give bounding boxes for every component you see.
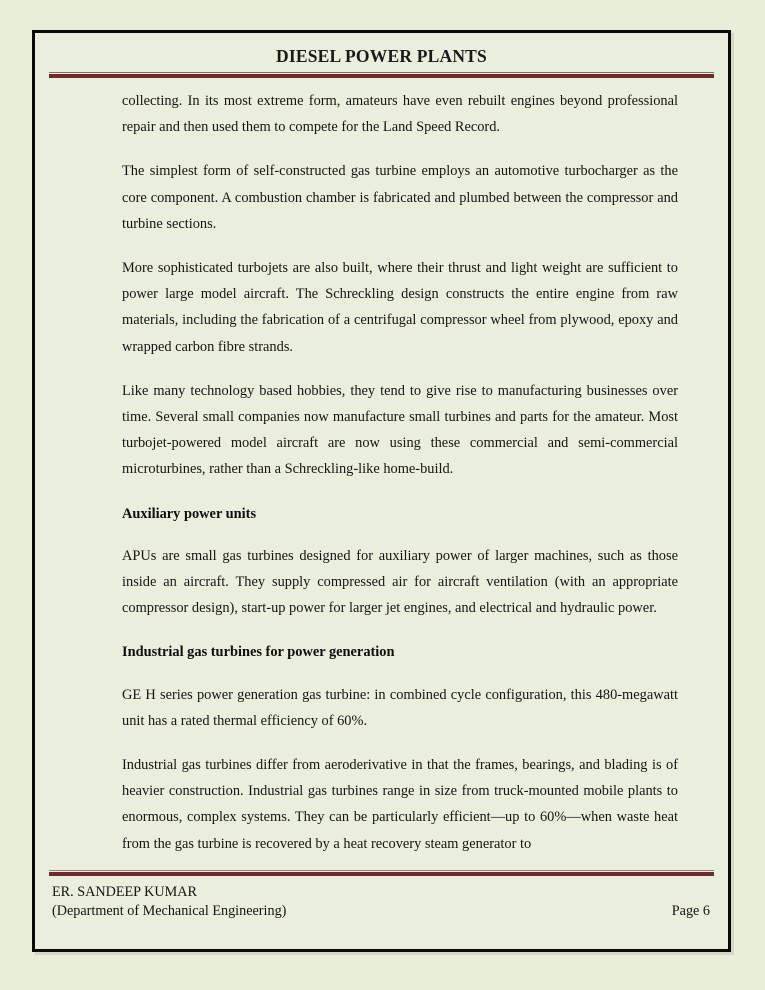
footer-author-block — [52, 883, 286, 921]
body-paragraph: collecting. In its most extreme form, amateurs have even rebuilt engines beyond professional repair and then used them to compete for the Land Speed Record. — [122, 93, 678, 136]
body-paragraph: More sophisticated turbojets are also built, where their thrust and light weight are sufficient to power large model aircraft. The Schreckling design constructs the entire engine from raw materials, including the fabrication of a centrifugal compressor wheel from plywood, epoxy and wrapped carbon fibre strands. — [122, 260, 678, 355]
header-divider-thick-line — [49, 74, 714, 78]
page-sheet — [32, 30, 731, 952]
header-divider — [49, 72, 714, 79]
document-header — [35, 33, 728, 79]
body-paragraph: GE H series power generation gas turbine: in combined cycle configuration, this 480-megawatt unit has a rated thermal efficiency of 60%. — [122, 686, 678, 729]
footer-author-name: ER. SANDEEP KUMAR — [52, 884, 197, 900]
footer-divider-thin-line — [49, 870, 714, 871]
page-title: DIESEL POWER PLANTS — [276, 46, 487, 66]
body-paragraph: Industrial gas turbines differ from aeroderivative in that the frames, bearings, and blading is of heavier construction. Industrial gas turbines range in size from truck-mounted mobile plants to enormous, complex systems. They can be particularly efficient—up to 60%—when waste heat from the gas turbine is recovered by a heat recovery steam generator to — [122, 757, 678, 852]
body-paragraph: APUs are small gas turbines designed for auxiliary power of larger machines, such as those inside an aircraft. They supply compressed air for aircraft ventilation (with an appropriate compressor design), start-up power for larger jet engines, and electrical and hydraulic power. — [122, 547, 678, 617]
document-body — [122, 88, 678, 857]
footer-department: (Department of Mechanical Engineering) — [52, 903, 287, 919]
document-footer — [49, 870, 714, 921]
section-heading-industrial-gas-turbines: Industrial gas turbines for power generation — [122, 644, 395, 661]
page-content-area — [35, 33, 728, 949]
header-divider-thin-line — [49, 72, 714, 73]
footer-divider — [49, 872, 714, 876]
footer-row — [49, 883, 714, 921]
section-heading-auxiliary-power-units: Auxiliary power units — [122, 505, 257, 522]
footer-page-number: Page 6 — [671, 903, 710, 919]
body-paragraph: The simplest form of self-constructed gas turbine employs an automotive turbocharger as the core component. A combustion chamber is fabricated and plumbed between the compressor and turbine sections. — [122, 163, 678, 232]
body-paragraph: Like many technology based hobbies, they tend to give rise to manufacturing businesses over time. Several small companies now manufacture small turbines and parts for the amateur. Most turbojet-powered model aircraft are now using these commercial and semi-commercial microturbines, rather than a Schreckling-like home-build. — [122, 382, 678, 478]
